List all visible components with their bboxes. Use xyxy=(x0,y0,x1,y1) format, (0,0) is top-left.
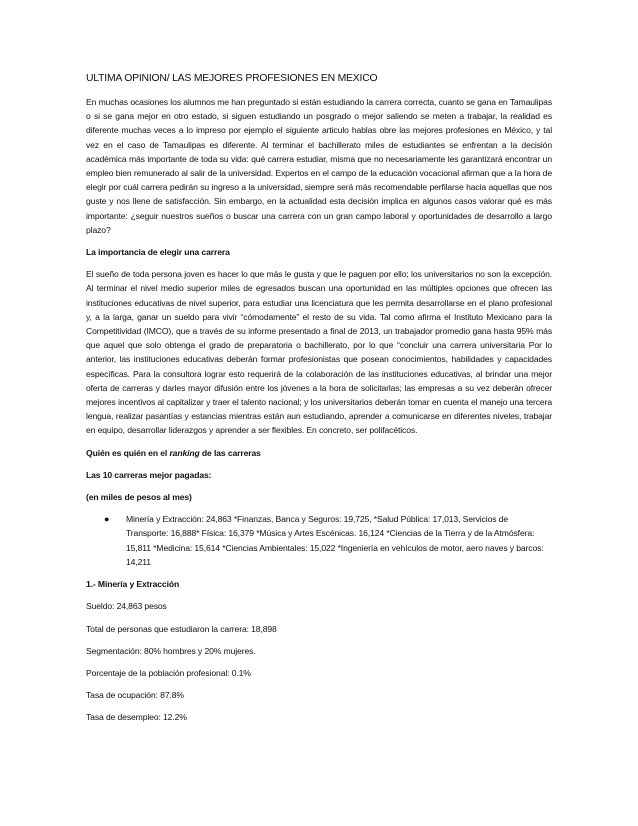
units-note: (en miles de pesos al mes) xyxy=(86,492,192,503)
ranking-heading-emphasis: ranking xyxy=(169,447,200,458)
top10-heading: Las 10 carreras mejor pagadas: xyxy=(86,469,212,480)
stat-total-personas: Total de personas que estudiaron la carrera: 18,898 xyxy=(86,623,277,634)
ranking-heading-post: de las carreras xyxy=(199,447,261,458)
ranking-heading-pre: Quién es quién en el xyxy=(86,447,170,458)
stat-tasa-desempleo: Tasa de desempleo: 12.2% xyxy=(86,712,187,723)
stat-segmentacion: Segmentación: 80% hombres y 20% mujeres. xyxy=(86,645,256,656)
top10-list-text: Minería y Extracción: 24,863 *Finanzas, Banca y Seguros: 19,725, *Salud Pública: 17,013, Servicios de Transporte: 16,888* Física: 16,379 *Música y Artes Escénicas. 16,124 *Ciencias de la Tierra y de la Atmósfera: 15,811 *Medicina: 15,614 *Ciencias Ambientales: 15,022 *Ingeniería en vehículos de motor, aero naves y barcos: 14,211 xyxy=(126,514,544,567)
importance-paragraph: El sueño de toda persona joven es hacer lo que más le gusta y que le paguen por ello; los universitarios no son la excepción. Al terminar el nivel medio superior miles de egresados buscan una oportunidad en las múltiples opciones que ofrecen las instituciones educativas de nivel superior, para estudiar una licenciatura que les permita desarrollarse en el plano profesional y, a la larga, ganar un sueldo para vivir “cómodamente” el resto de su vida. Tal como afirma el Instituto Mexicano para la Competitividad (IMCO), que a través de su informe presentado a final de 2013, un trabajador promedio gana hasta 95% más que aquel que solo obtenga el grado de preparatoria o bachillerato, por lo que “concluir una carrera universitaria Por lo anterior, las instituciones educativas deberán formar profesionistas que posean conocimientos, habilidades y capacidades específicas. Para la consultora lograr esto requerirá de la colaboración de las instituciones educativas, al brindar una mejor oferta de carreras y darles mayor difusión entre los jóvenes a la hora de solicitarlas; las empresas a su vez deberán ofrecer mejores incentivos al capitalizar y traer el talento nacional; y los universitarios deberán tomar en cuenta el manejo una tercera lengua, realizar pasantías y estancias mientras están aun estudiando, aprender a comunicarse en diferentes niveles, trabajar en equipo, desarrollar liderazgos y aprender a ser flexibles. En concreto, ser polifacéticos. xyxy=(86,269,552,436)
career-heading-mineria: 1.- Minería y Extracción xyxy=(86,579,180,590)
section-heading-importance: La importancia de elegir una carrera xyxy=(86,247,230,258)
bullet-icon: ● xyxy=(104,514,110,525)
document-title: ULTIMA OPINION/ LAS MEJORES PROFESIONES EN MEXICO xyxy=(86,73,378,84)
intro-paragraph: En muchas ocasiones los alumnos me han preguntado si están estudiando la carrera correcta, cuanto se gana en Tamaulipas o si se gana mejor en otro estado, si siguen estudiando un posgrado o mejor saliendo se meten a trabajar, la realidad es diferente muchas veces a lo impreso por ejemplo el siguiente articulo hablas obre las mejores profesiones en México, y tal vez en el caso de Tamaulipas es diferente. Al terminar el bachillerato miles de estudiantes se enfrentan a la decisión académica más importante de toda su vida: qué carrera estudiar, misma que no necesariamente les garantizará encontrar un empleo bien remunerado al salir de la universidad. Expertos en el campo de la educación vocacional afirman que a la hora de elegir por cuál carrera pedirán su ingreso a la universidad, siempre será más recomendable perfilarse hacia aquellas que nos guste y nos llene de satisfacción. Sin embargo, en la actualidad esta decisión implica en algunos casos valorar qué es más importante: ¿seguir nuestros sueños o buscar una carrera con un gran campo laboral y oportunidades de desarrollo a largo plazo? xyxy=(86,97,552,235)
stat-porcentaje-poblacion: Porcentaje de la población profesional: 0.1% xyxy=(86,667,251,678)
top10-list xyxy=(86,512,552,569)
stat-sueldo: Sueldo: 24,863 pesos xyxy=(86,601,167,612)
list-item xyxy=(104,512,552,569)
section-heading-ranking xyxy=(86,446,552,460)
stat-tasa-ocupacion: Tasa de ocupación: 87.8% xyxy=(86,690,184,701)
